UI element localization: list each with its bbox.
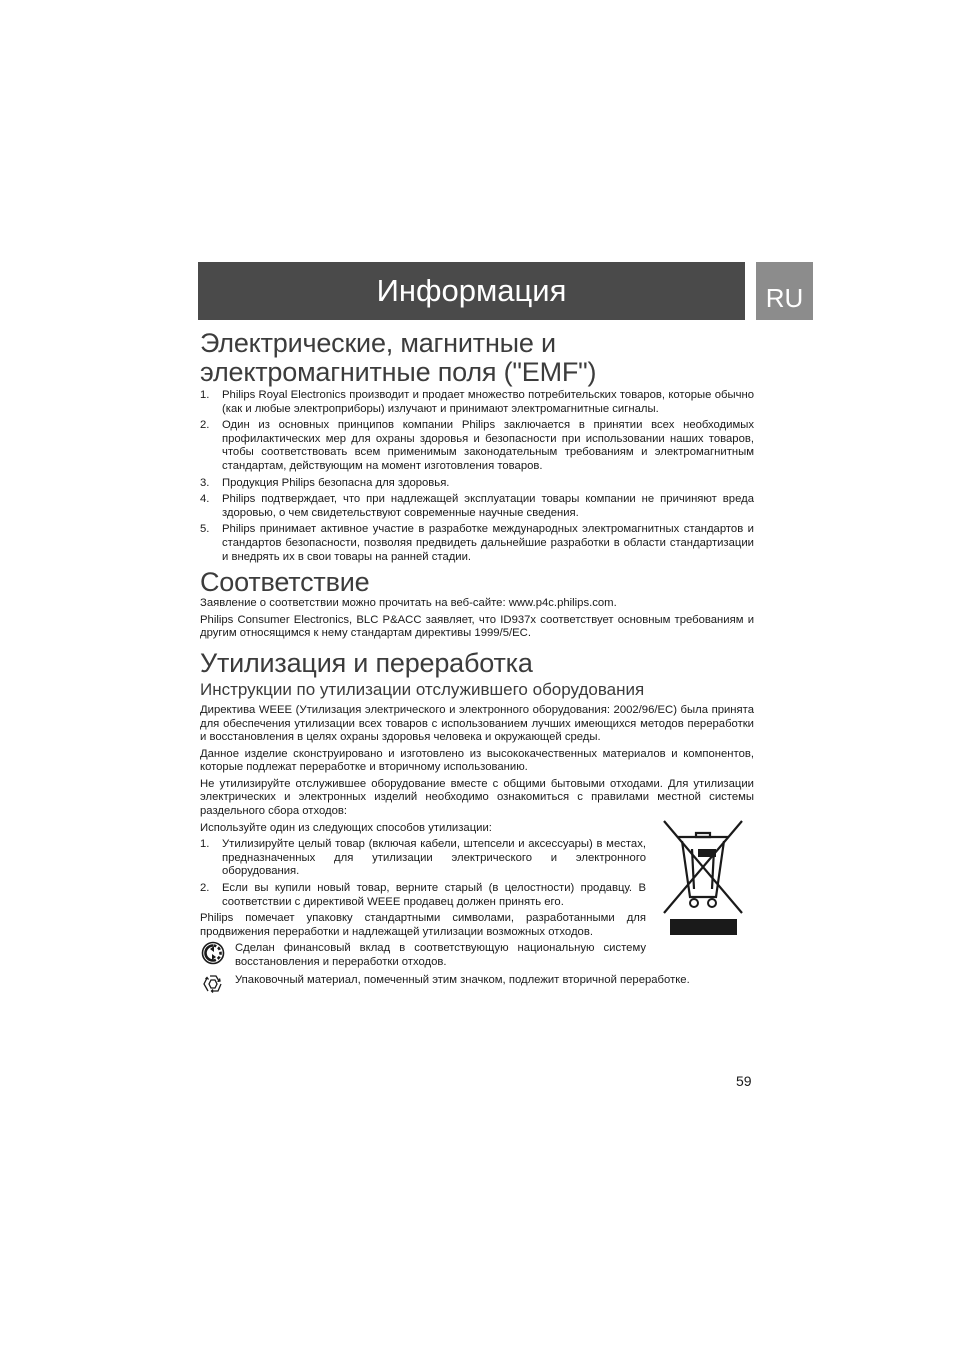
conformity-section — [200, 568, 754, 641]
list-item: 1. Утилизируйте целый товар (включая кабели, штепсели и аксессуары) в местах, предназначенных для утилизации электрического и электронного оборудования. — [200, 838, 646, 878]
recycling-para3: Не утилизируйте отслужившее оборудование вместе с общими бытовыми отходами. Для утилизации электрических и электронных изделий необходимо ознакомиться с правилами местной системы раздельного сбора отходов: — [200, 777, 754, 818]
list-item: 4. Philips подтверждает, что при надлежащей эксплуатации товары компании не причиняют вреда здоровью, о чем свидетельствуют современные научные сведения. — [200, 493, 754, 519]
page-number: 59 — [736, 1073, 752, 1089]
recycling-para5: Philips помечает упаковку стандартными символами, разработанными для продвижения переработки и надлежащей утилизации возможных отходов. — [200, 912, 646, 938]
list-item: 3. Продукция Philips безопасна для здоровья. — [200, 476, 450, 489]
green-dot-text: Сделан финансовый вклад в соответствующую национальную систему восстановления и переработки отходов. — [235, 942, 646, 968]
green-dot-row — [200, 942, 646, 969]
list-item: 5. Philips принимает активное участие в разработке международных электромагнитных стандартов и стандартов безопасности, позволяя предвидеть дальнейшие разработки в области стандартизации и внедрять их в свои товары на ранней стадии. — [200, 523, 754, 563]
list-item: 1. Philips Royal Electronics производит и продает множество потребительских товаров, которые обычно (как и любые электроприборы) излучают и принимают электромагнитные сигналы. — [200, 389, 754, 415]
recycle-icon — [201, 973, 225, 995]
emf-section — [200, 329, 754, 564]
language-badge — [756, 262, 813, 320]
recycling-section — [200, 649, 754, 987]
recycle-row — [200, 974, 754, 988]
recycling-heading: Утилизация и переработка — [200, 647, 533, 678]
list-item: 2. Один из основных принципов компании Philips заключается в принятии всех необходимых профилактических мер для охраны здоровья и безопасности при использовании наших товаров, чтобы соответствовать всем применимым законодательным требованиям и электромагнитным стандартам, действующим на момент изготовления товаров. — [200, 419, 754, 472]
recycling-narrow-block — [200, 822, 646, 970]
recycling-para4: Используйте один из следующих способов утилизации: — [200, 821, 492, 834]
content — [200, 329, 754, 991]
recycle-text: Упаковочный материал, помеченный этим значком, подлежит вторичной переработке. — [235, 973, 690, 986]
crossed-bin-icon — [660, 819, 745, 939]
recycling-para2: Данное изделие сконструировано и изготовлено из высококачественных материалов и компонентов, которые подлежат переработке и вторичному использованию. — [200, 747, 754, 774]
conformity-heading: Соответствие — [200, 567, 370, 598]
list-item: 2. Если вы купили новый товар, верните старый (в целостности) продавцу. В соответствии с директивой WEEE продавец должен принять его. — [200, 882, 646, 908]
emf-heading-line2: электромагнитные поля ("EMF") — [200, 357, 597, 387]
recycling-list — [200, 838, 646, 909]
language-code: RU — [765, 283, 804, 313]
conformity-para2: Philips Consumer Electronics, BLC P&ACC заявляет, что ID937x соответствует основным требованиям и другим относящимся к нему стандартам директивы 1999/5/EC. — [200, 613, 754, 640]
header-bar — [198, 262, 745, 320]
green-dot-icon — [201, 941, 225, 965]
emf-heading-line1: Электрические, магнитные и — [200, 328, 556, 358]
recycling-subheading: Инструкции по утилизации отслужившего оборудования — [200, 679, 645, 699]
emf-list — [200, 389, 754, 564]
page-title: Информация — [376, 273, 567, 308]
conformity-para1: Заявление о соответствии можно прочитать на веб-сайте: www.p4c.philips.com. — [200, 597, 617, 610]
recycling-para1: Директива WEEE (Утилизация электрического и электронного оборудования: 2002/96/EC) была принята для обеспечения утилизации всех товаров с использованием лучших имеющихся методов переработки и восстановления в целях охраны здоровья человека и окружающей среды. — [200, 703, 754, 744]
weee-bin-symbol — [660, 819, 745, 939]
emf-heading — [200, 329, 754, 387]
